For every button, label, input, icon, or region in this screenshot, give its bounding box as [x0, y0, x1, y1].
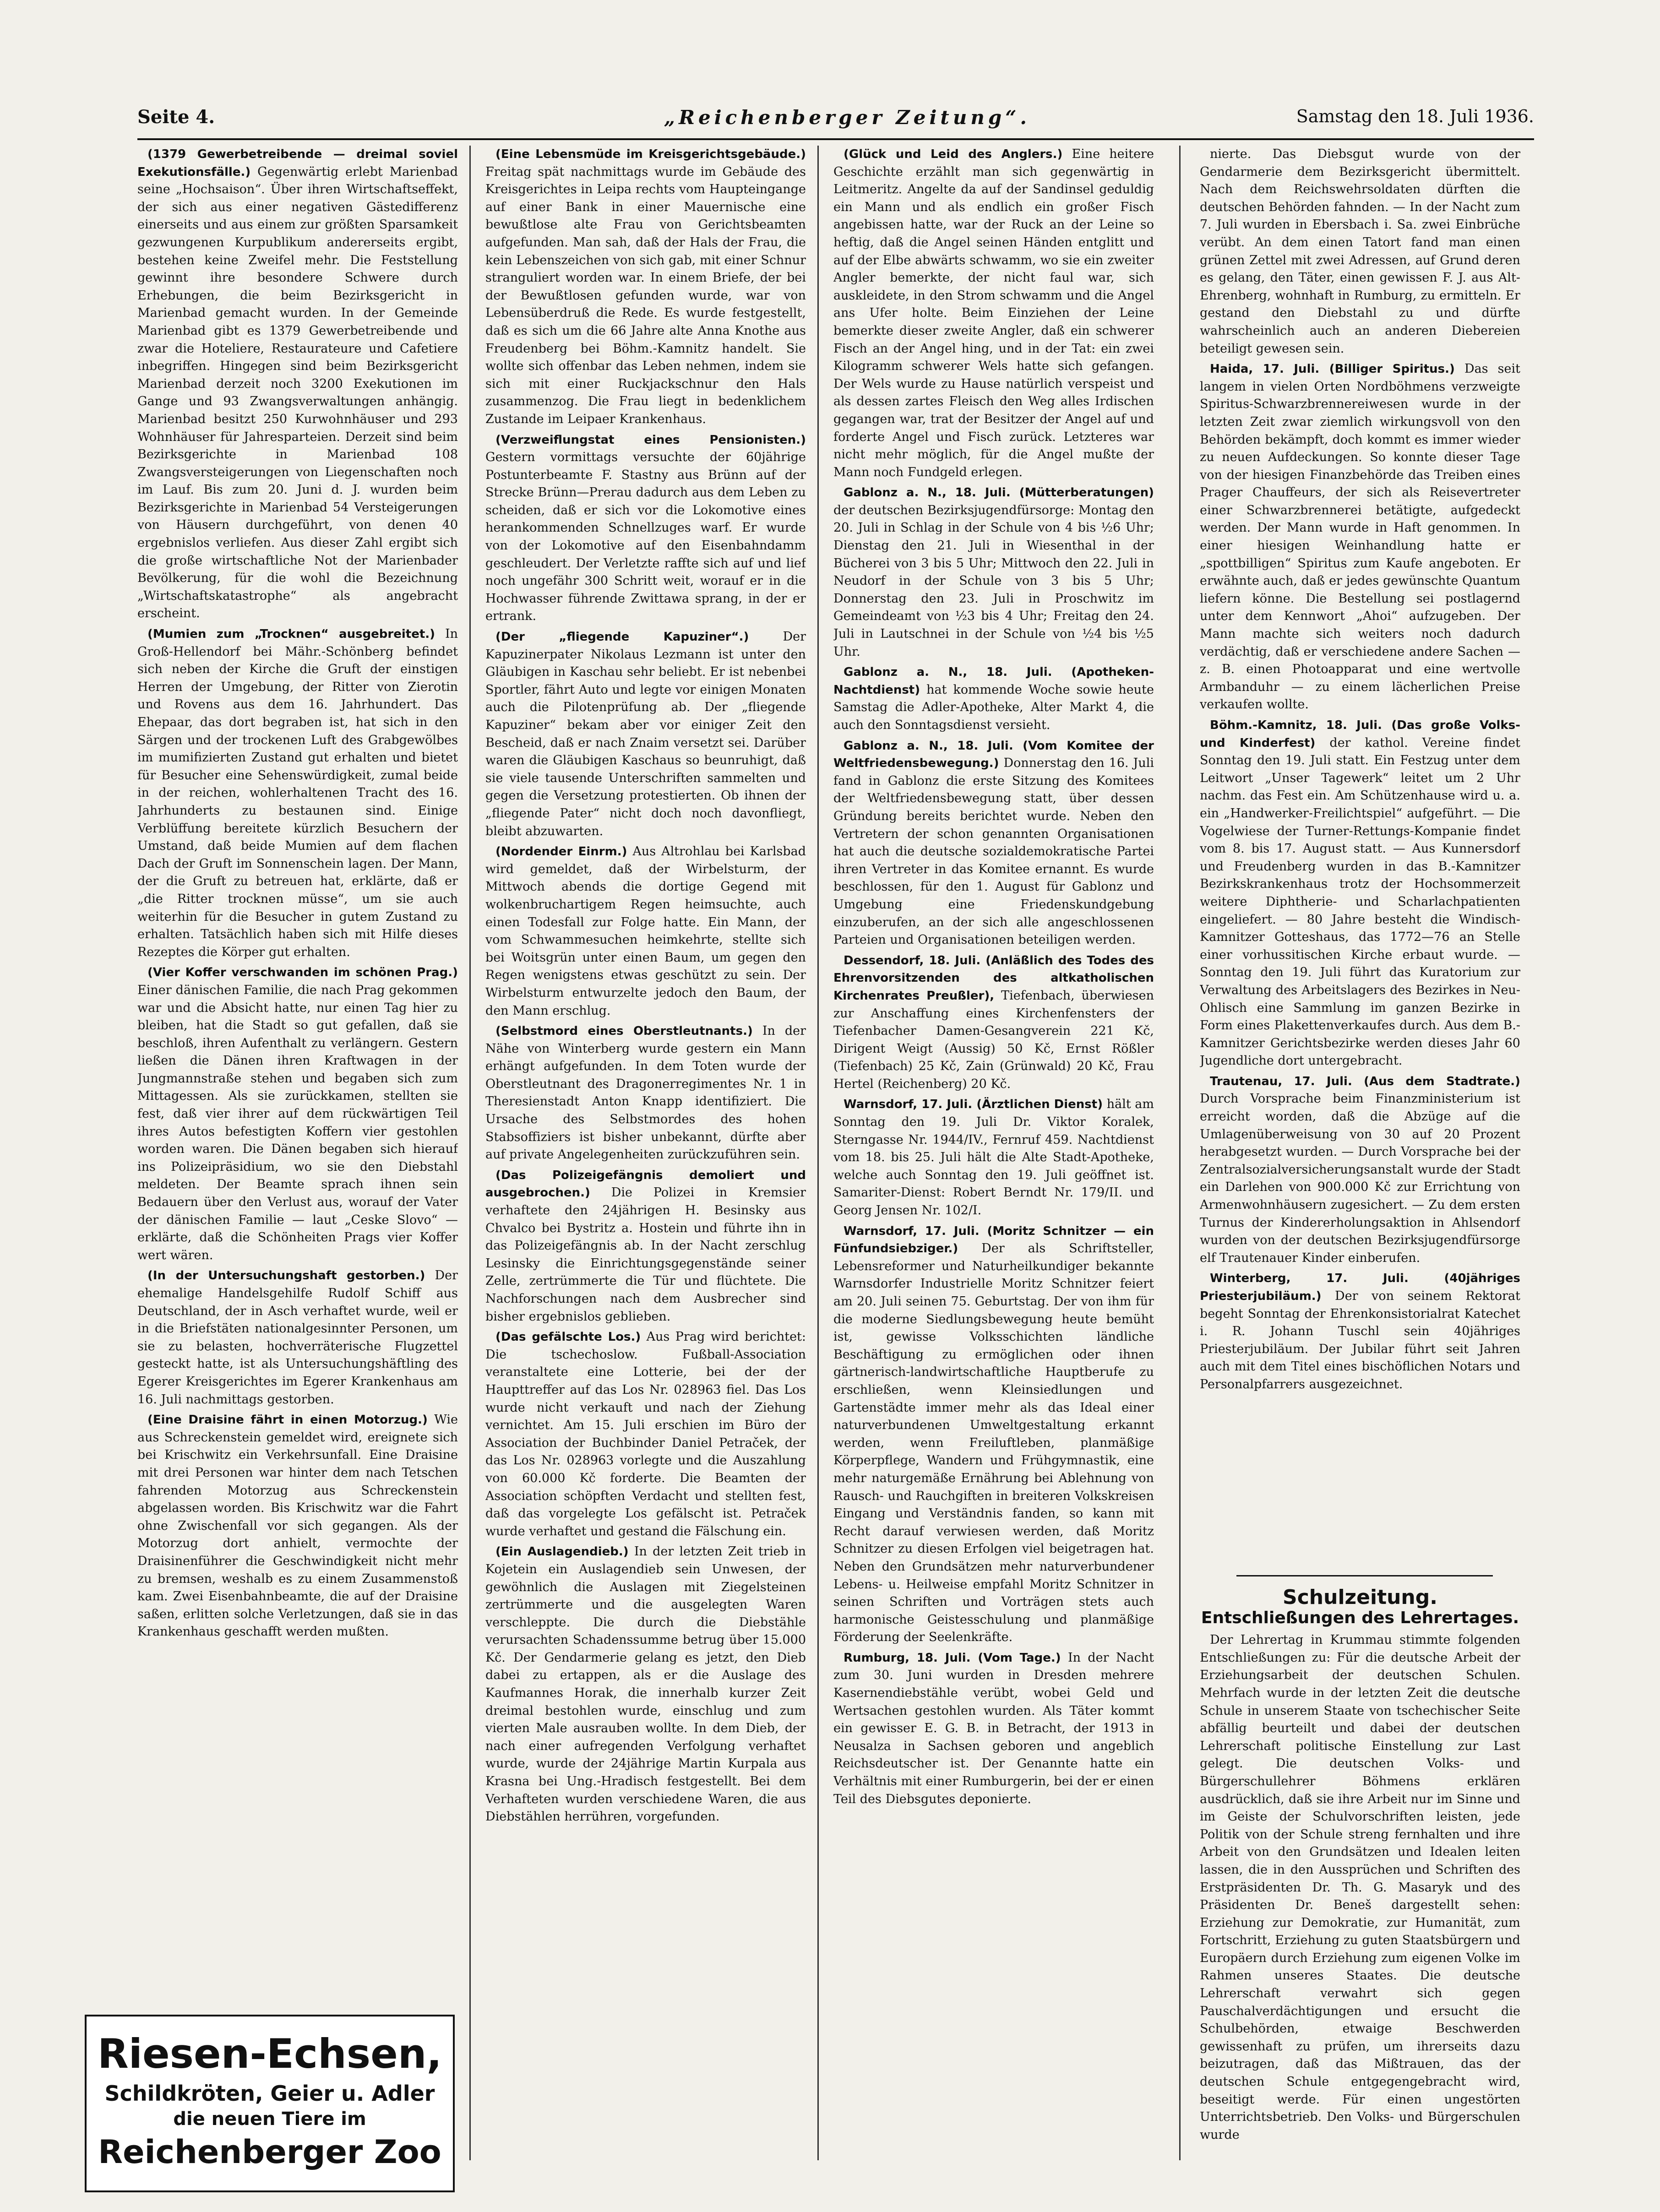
- article-headline: Trautenau, 17. Juli. (Aus dem Stadtrate.): [1210, 1074, 1520, 1088]
- article: [833, 1223, 1154, 1647]
- article-body: hat kommende Woche sowie heute Samstag die Adler-Apotheke, Alter Markt 4, die auch den Sonntagsdienst versieht.: [833, 682, 1154, 732]
- column-2: [485, 146, 806, 2197]
- article-headline: Haida, 17. Juli. (Billiger Spiritus.): [1210, 362, 1455, 376]
- article-headline: Warnsdorf, 17. Juli. (Moritz Schnitzer — ein Fünfundsiebziger.): [833, 1224, 1154, 1256]
- school-section: [1200, 1586, 1520, 2144]
- ad-line-2: Schildkröten, Geier u. Adler: [104, 2081, 435, 2106]
- article-headline: Gablonz a. N., 18. Juli. (Apotheken-Nachtdienst): [833, 665, 1154, 697]
- article: [833, 484, 1154, 661]
- article: [1200, 1073, 1520, 1267]
- article-headline: (Das gefälschte Los.): [495, 1330, 641, 1344]
- article-body: In Groß-Hellendorf bei Mähr.-Schönberg befindet sich neben der Kirche die Gruft der einstigen Herren der Umgebung, der Ritter von Zierotin und Rovens aus dem 16. Jahrhundert. Das Ehepaar, das dort begraben ist, hat sich in den Särgen und der trockenen Luft des Grabgewölbes im mumifizierten Zustand gut erhalten und bietet für Besucher eine Sehenswürdigkeit, zumal beide in der reichen, wohlerhaltenen Tracht des 16. Jahrhunderts zu bestaunen sind. Einige Verblüffung bereitete kürzlich Besuchern der Umstand, daß beide Mumien auf dem flachen Dach der Gruft im Sonnenschein lagen. Der Mann, der die Gruft zu betreuen hat, erklärte, daß er „die Ritter trocknen müsse“, um sie auch weiterhin für die Besucher in gutem Zustand zu erhalten. Tatsächlich haben sich mit Hilfe dieses Rezeptes die Körper gut erhalten.: [137, 627, 458, 959]
- school-section-subtitle: Entschließungen des Lehrertages.: [1201, 1608, 1519, 1627]
- article-body: Das seit langem in vielen Orten Nordböhmens verzweigte Spiritus-Schwarzbrennereiwesen wurde in der letzten Zeit zwar ziemlich wirkungsvoll von den Behörden bekämpft, doch kommt es immer wieder zu neuen Aufdeckungen. So konnte dieser Tage von der hiesigen Finanzbehörde das Treiben eines Prager Chauffeurs, der sich als Reisevertreter einer Schwarzbrennerei betätigte, aufgedeckt werden. Der Mann wurde in Haft genommen. In einer hiesigen Weinhandlung hatte er „spottbilligen“ Spiritus zum Kaufe angeboten. Er erwähnte auch, daß er jedes gewünschte Quantum liefern könne. Die Bestellung sei postlagernd unter dem Kennwort „Ahoi“ aufzugeben. Der Mann machte sich weiters noch dadurch verdächtig, daß er verschiedene andere Sachen — z. B. einen Photoapparat und eine wertvolle Armbanduhr — zu einem lächerlichen Preise verkaufen wollte.: [1200, 362, 1520, 712]
- article-body: nierte. Das Diebsgut wurde von der Gendarmerie dem Bezirksgericht übermittelt. Nach dem Reichswehrsoldaten dürften die deutschen Behörden fahnden. — In der Nacht zum 7. Juli wurden in Ebersbach i. Sa. zwei Einbrüche verübt. An dem einen Tatort fand man einen grünen Zettel mit zwei Adressen, auf Grund deren es gelang, den Täter, einen gewissen F. J. aus Alt-Ehrenberg, wohnhaft in Rumburg, zu ermitteln. Er gestand den Diebstahl zu und dürfte wahrscheinlich auch an anderen Diebereien beteiligt gewesen sein.: [1200, 147, 1520, 356]
- article-body: Tiefenbach, überwiesen zur Anschaffung eines Kirchenfensters der Tiefenbacher Damen-Gesangverein 221 Kč, Dirigent Weigt (Aussig) 50 Kč, Ernst Rößler (Tiefenbach) 25 Kč, Zain (Grünwald) 20 Kč, Frau Hertel (Reichenberg) 20 Kč.: [833, 988, 1154, 1091]
- article-headline: (Eine Draisine fährt in einen Motorzug.): [147, 1413, 428, 1427]
- article-headline: Winterberg, 17. Juli. (40jähriges Priesterjubiläum.): [1200, 1272, 1520, 1303]
- article-headline: Dessendorf, 18. Juli. (Anläßlich des Todes des Ehrenvorsitzenden des altkatholischen Kirchenrates Preußler),: [833, 953, 1154, 1003]
- article-body: Donnerstag den 16. Juli fand in Gablonz die erste Sitzung des Komitees der Weltfriedensbewegung statt, über dessen Gründung bereits berichtet wurde. Neben den Vertretern der schon genannten Organisationen hat auch die deutsche sozialdemokratische Partei ihren Vertreter in das Komitee ernannt. Es wurde beschlossen, für den 1. August für Gablonz und Umgebung eine Friedenskundgebung einzuberufen, an der sich alle angeschlossenen Parteien und Organisationen beteiligen werden.: [833, 756, 1154, 947]
- article-body: In der Nacht zum 30. Juni wurden in Dresden mehrere Kasernendiebstähle verübt, wobei Geld und Wertsachen gestohlen wurden. Als Täter kommt ein gewisser E. G. B. in Betracht, der 1913 in Neusalza in Sachsen geboren und angeblich Reichsdeutscher ist. Der Genannte hatte ein Verhältnis mit einer Rumburgerin, bei der er einen Teil des Diebsgutes deponierte.: [833, 1650, 1154, 1806]
- article-headline: (Der „fliegende Kapuziner“.): [495, 630, 749, 644]
- issue-date: Samstag den 18. Juli 1936.: [1296, 106, 1534, 126]
- column-3: [833, 146, 1154, 2197]
- school-section-body: Der Lehrertag in Krummau stimmte folgenden Entschließungen zu: Für die deutsche Arbeit der Erziehungsarbeit der deutschen Schulen. Mehrfach wurde in der letzten Zeit die deutsche Schule in unserem Staate von tschechischer Seite abfällig beurteilt und dabei der deutschen Lehrerschaft politische Einstellung zur Last gelegt. Die deutschen Volks- und Bürgerschullehrer Böhmens erklären ausdrücklich, daß sie ihre Arbeit nur im Sinne und im Geiste der Schulvorschriften leisten, jede Politik von der Schule streng fernhalten und ihre Arbeit von den Grundsätzen und Idealen leiten lassen, die in den Aussprüchen und Schriften des Erstpräsidenten Dr. Th. G. Masaryk und des Präsidenten Dr. Beneš dargestellt sehen: Erziehung zur Demokratie, zur Humanität, zum Fortschritt, Erziehung zu guten Staatsbürgern und Europäern durch Erziehung zum eigenen Volke im Rahmen unseres Staates. Die deutsche Lehrerschaft verwahrt sich gegen Pauschalverdächtigungen und ersucht die Schulbehörden, etwaige Beschwerden gewissenhaft zu prüfen, um ihrerseits dazu beizutragen, daß das Mißtrauen, das der deutschen Schule entgegengebracht wird, beseitigt werde. Für einen ungestörten Unterrichtsbetrieb. Den Volks- und Bürgerschulen wurde: [1200, 1633, 1520, 2142]
- article-headline: (Glück und Leid des Anglers.): [844, 147, 1063, 161]
- article-body: Wie aus Schreckenstein gemeldet wird, ereignete sich bei Krischwitz ein Verkehrsunfall. Eine Draisine mit drei Personen war hinter dem nach Tetschen fahrenden Motorzug aus Schreckenstein abgelassen worden. Bis Krischwitz war die Fahrt ohne Zwischenfall vor sich gegangen. Als der Motorzug dort anhielt, vermochte der Draisinenführer die Geschwindigkeit nicht mehr zu bremsen, weshalb es zu einem Zusammenstoß kam. Zwei Eisenbahnbeamte, die auf der Draisine saßen, erlitten solche Verletzungen, daß sie in das Krankenhaus geschafft werden mußten.: [137, 1413, 458, 1639]
- section-rule: [1236, 1575, 1493, 1576]
- article-headline: (Selbstmord eines Oberstleutnants.): [495, 1024, 753, 1038]
- article-headline: (Verzweiflungstat eines Pensionisten.): [495, 433, 806, 447]
- article: [833, 1096, 1154, 1219]
- article: [485, 1543, 806, 1826]
- column-divider: [817, 146, 819, 2160]
- article-body: Durch Vorsprache beim Finanzministerium ist erreicht worden, daß die Abzüge auf die Umlagenüberweisung von 30 auf 20 Prozent herabgesetzt wurden. — Durch Vorsprache bei der Zentralsozialversicherungsanstalt wurde der Stadt ein Darlehen von 900.000 Kč zur Errichtung von Armenwohnhäusern zugesichert. — Zu dem ersten Turnus der Kindererholungsaktion in Ahlsendorf wurden von der deutschen Bezirksjugendfürsorge elf Trautenauer Kinder einberufen.: [1200, 1092, 1520, 1265]
- article: [833, 663, 1154, 734]
- article-headline: (Nordender Einrm.): [495, 845, 627, 859]
- article: [1200, 146, 1520, 358]
- column-4: [1200, 146, 1520, 1547]
- article-body: Der Kapuzinerpater Nikolaus Lezmann ist unter den Gläubigen in Kaschau sehr beliebt. Er ist nebenbei Sportler, fährt Auto und legte vor einigen Monaten auch die Pilotenprüfung ab. Der „fliegende Kapuziner“ bekam aber vor einiger Zeit den Bescheid, daß er nach Znaim versetzt sei. Darüber waren die Gläubigen Kaschaus so beunruhigt, daß sie viele tausende Unterschriften sammelten und gegen die Versetzung protestierten. Ob ihnen der „fliegende Pater“ nicht doch noch davonfliegt, bleibt abzuwarten.: [485, 630, 806, 838]
- article-headline: Rumburg, 18. Juli. (Vom Tage.): [844, 1651, 1061, 1665]
- article: [137, 1411, 458, 1641]
- newspaper-title: „Reichenberger Zeitung“.: [664, 106, 1031, 129]
- article-headline: (Eine Lebensmüde im Kreisgerichtsgebäude.): [495, 147, 806, 161]
- column-divider: [1179, 146, 1181, 2160]
- article: [485, 1022, 806, 1164]
- article: [137, 146, 458, 623]
- article: [485, 1328, 806, 1540]
- article: [485, 1167, 806, 1326]
- article: [137, 1267, 458, 1408]
- zoo-advertisement: [85, 2015, 455, 2192]
- ad-line-1: Riesen-Echsen,: [98, 2030, 442, 2077]
- article-headline: Böhm.-Kamnitz, 18. Juli. (Das große Volks- und Kinderfest): [1200, 718, 1520, 750]
- article-body: Der ehemalige Handelsgehilfe Rudolf Schiff aus Deutschland, der in Asch verhaftet wurde, weil er in die Briefstäten nationalgesinnter Personen, um sie zu belasten, hochverräterische Flugzettel gesteckt hatte, ist als Untersuchungshäftling des Egerer Kreisgerichtes im Egerer Krankenhaus am 16. Juli nachmittags gestorben.: [137, 1268, 458, 1407]
- article-headline: (Mumien zum „Trocknen“ ausgebreitet.): [147, 627, 435, 641]
- article-headline: (Vier Koffer verschwanden im schönen Prag.): [147, 966, 458, 980]
- page-number: Seite 4.: [137, 106, 215, 128]
- article-headline: (Ein Auslagendieb.): [495, 1545, 629, 1559]
- article-headline: (In der Untersuchungshaft gestorben.): [147, 1269, 425, 1283]
- article-body: Eine heitere Geschichte erzählt man sich gegenwärtig in Leitmeritz. Angelte da auf der Sandinsel geduldig ein Mann und als endlich ein großer Fisch angebissen hatte, war der Ruck an der Leine so heftig, daß die Angel seinen Händen entglitt und auf der Elbe abwärts schwamm, wo sie ein zweiter Angler bemerkte, der nicht faul war, sich auskleidete, in den Strom schwamm und die Angel ans Ufer holte. Beim Einziehen der Leine bemerkte dieser zweite Angler, daß ein schwerer Fisch an der Angel hing, und in der Tat: ein zwei Kilogramm schwerer Wels hatte sich gefangen. Der Wels wurde zu Hause natürlich verspeist und als dessen zartes Fleisch den Weg alles Irdischen gegangen war, trat der Besitzer der Angel auf und forderte Angel und Fisch zurück. Letzteres war nicht mehr möglich, für die Angel mußte der Mann noch Fundgeld erlegen.: [833, 147, 1154, 479]
- article-headline: Warnsdorf, 17. Juli. (Ärztlichen Dienst): [844, 1098, 1103, 1112]
- article: [137, 625, 458, 961]
- article-body: In der Nähe von Winterberg wurde gestern ein Mann erhängt aufgefunden. In dem Toten wurde der Oberstleutnant des Dragonerregimentes Nr. 1 in Theresienstadt Anton Knapp identifiziert. Die Ursache des Selbstmordes des hohen Stabsoffiziers ist bisher unbekannt, dürfte aber auf private Angelegenheiten zurückzuführen sein.: [485, 1024, 806, 1162]
- article-body: der deutschen Bezirksjugendfürsorge: Montag den 20. Juli in Schlag in der Schule von 4 bis ½6 Uhr; Dienstag den 21. Juli in Wiesenthal in der Bücherei von 3 bis 5 Uhr; Mittwoch den 22. Juli in Neudorf in der Schule von 3 bis 5 Uhr; Donnerstag den 23. Juli in Proschwitz im Gemeindeamt von ½3 bis 4 Uhr; Freitag den 24. Juli in Lautschnei in der Schule von ½4 bis ½5 Uhr.: [833, 503, 1154, 659]
- header-rule: [137, 138, 1534, 140]
- article: [833, 146, 1154, 481]
- article: [485, 843, 806, 1020]
- article: [485, 628, 806, 840]
- article: [833, 1649, 1154, 1808]
- article-body: Der als Schriftsteller, Lebensreformer und Naturheilkundiger bekannte Warnsdorfer Industrielle Moritz Schnitzer feiert am 20. Juli seinen 75. Geburtstag. Der von ihm für die moderne Siedlungsbewegung heute bemüht ist, gewisse Volksschichten ländliche Beschäftigung zu ermöglichen oder ihnen gärtnerisch-landwirtschaftliche Hauptberufe zu erschließen, wenn Kleinsiedlungen und Gartenstädte immer mehr als das Ideal einer naturverbundenen Umweltgestaltung erkannt werden, wenn Freiluftleben, planmäßige Körperpflege, Wandern und Frühgymnastik, eine mehr naturgemäße Ernährung bei Ablehnung von Rausch- und Rauchgiften in breiteren Volkskreisen Eingang und Verständnis fanden, so kann mit Recht darauf verwiesen werden, daß Moritz Schnitzer zu diesen Erfolgen viel beigetragen hat. Neben den Grundsätzen mehr naturverbundener Lebens- u. Heilweise empfahl Moritz Schnitzer in seinen Schriften und Vorträgen stets auch harmonische Geistesschulung und planmäßige Förderung der Seelenkräfte.: [833, 1241, 1154, 1645]
- article: [137, 964, 458, 1264]
- article-headline: Gablonz a. N., 18. Juli. (Vom Komitee der Weltfriedensbewegung.): [833, 739, 1154, 771]
- article-body: Gegenwärtig erlebt Marienbad seine „Hochsaison“. Über ihren Wirtschaftseffekt, der sich aus einer negativen Gästedifferenz einerseits und aus einem zur größten Sparsamkeit gezwungenen Kurpublikum andererseits ergibt, bestehen keine Zweifel mehr. Die Feststellung gewinnt ihre besondere Schwere durch Erhebungen, die beim Bezirksgericht in Marienbad gemacht wurden. In der Gemeinde Marienbad gibt es 1379 Gewerbetreibende und zwar die Hoteliere, Restaurateure und Cafetiere inbegriffen. Hingegen sind beim Bezirksgericht Marienbad derzeit noch 3200 Exekutionen im Gange und 93 Zwangsverwaltungen anhängig. Marienbad besitzt 250 Kurwohnhäuser und 293 Wohnhäuser für Jahresparteien. Derzeit sind beim Bezirksgerichte in Marienbad 108 Zwangsversteigerungen von Liegenschaften noch im Lauf. Bis zum 20. Juni d. J. wurden beim Bezirksgerichte in Marienbad 54 Versteigerungen von Häusern durchgeführt, von denen 40 ergebnislos verliefen. Aus dieser Zahl ergibt sich die große wirtschaftliche Not der Marienbader Bevölkerung, für die wohl die Bezeichnung „Wirtschaftskatastrophe“ als angebracht erscheint.: [137, 164, 458, 621]
- article-body: Aus Prag wird berichtet: Die tschechoslow. Fußball-Association veranstaltete eine Lotterie, bei der der Haupttreffer auf das Los Nr. 028963 fiel. Das Los wurde nicht verkauft und nach der Ziehung vernichtet. Am 15. Juli erschien im Büro der Association der Buchbinder Daniel Petraček, der das Los Nr. 028963 vorlegte und die Auszahlung von 60.000 Kč forderte. Die Beamten der Association schöpften Verdacht und stellten fest, daß das vorgelegte Los gefälscht ist. Petraček wurde verhaftet und gestand die Fälschung ein.: [485, 1330, 806, 1538]
- article-body: der kathol. Vereine findet Sonntag den 19. Juli statt. Ein Festzug unter dem Leitwort „Unser Tagewerk“ leitet um 2 Uhr nachm. das Fest ein. Am Schützenhause wird u. a. ein „Handwerker-Freilichtspiel“ aufgeführt. — Die Vogelwiese der Turner-Rettungs-Kompanie findet vom 8. bis 17. August statt. — Aus Kunnersdorf und Freudenberg wurden in das B.-Kamnitzer Bezirkskrankenhaus trotz der Hochsommerzeit weitere Diphtherie- und Scharlachpatienten eingeliefert. — 80 Jahre besteht die Windisch-Kamnitzer Gotteshaus, das 1772—76 an Stelle einer vorhussitischen Kirche erbaut wurde. — Sonntag den 19. Juli führt das Kuratorium zur Verwaltung des Arbeitslagers des Bezirkes in Neu-Ohlisch eine Sammlung im ganzen Bezirke in Form eines Plakettenverkaufes durch. Aus dem B.-Kamnitzer Gerichtsbezirke werden dieses Jahr 60 Jugendliche dort untergebracht.: [1200, 735, 1520, 1068]
- article: [485, 146, 806, 429]
- article-headline: (1379 Gewerbetreibende — dreimal soviel Exekutionsfälle.): [137, 147, 458, 179]
- article-body: Die Polizei in Kremsier verhaftete den 24jährigen H. Besinsky aus Chvalco bei Bystritz a. Hostein und führte ihn in das Polizeigefängnis ab. In der Nacht zerschlug Lesinsky die Einrichtungsgegenstände seiner Zelle, zertrümmerte die Tür und flüchtete. Die Nachforschungen nach dem Ausbrecher sind bisher ergebnislos geblieben.: [485, 1185, 806, 1324]
- school-section-title: Schulzeitung.: [1283, 1586, 1437, 1609]
- article: [833, 952, 1154, 1093]
- column-divider: [469, 146, 471, 2160]
- article-body: Der von seinem Rektorat begeht Sonntag der Ehrenkonsistorialrat Katechet i. R. Johann Tuschl sein 40jähriges Priesterjubiläum. Der Jubilar führt seit Jahren auch mit dem Titel eines bischöflichen Notars und Personalpfarrers ausgezeichnet.: [1200, 1289, 1520, 1391]
- ad-line-3: die neuen Tiere im: [173, 2109, 366, 2130]
- ad-line-4: Reichenberger Zoo: [98, 2133, 441, 2171]
- article-body: Einer dänischen Familie, die nach Prag gekommen war und die Absicht hatte, nur einen Tag hier zu bleiben, hat die Stadt so gut gefallen, daß sie beschloß, ihren Aufenthalt zu verlängern. Gestern ließen die Dänen ihren Kraftwagen in der Jungmannstraße stehen und begaben sich zum Mittagessen. Als sie zurückkamen, stellten sie fest, daß vier ihrer auf dem rückwärtigen Teil ihres Autos befestigten Koffern vier gestohlen worden waren. Die Dänen begaben sich hierauf ins Polizeipräsidium, wo sie den Diebstahl meldeten. Der Beamte sprach ihnen sein Bedauern über den Verlust aus, worauf der Vater der dänischen Familie — laut „Ceske Slovo“ — erklärte, daß die Schönheiten Prags vier Koffer wert wären.: [137, 983, 458, 1262]
- article-body: hält am Sonntag den 19. Juli Dr. Viktor Koralek, Sterngasse Nr. 1944/IV., Fernruf 459. Nachtdienst vom 18. bis 25. Juli hält die Alte Stadt-Apotheke, welche auch Sonntag den 19. Juli geöffnet ist. Samariter-Dienst: Robert Berndt Nr. 179/II. und Georg Jensen Nr. 102/I.: [833, 1097, 1154, 1218]
- article-body: Gestern vormittags versuchte der 60jährige Postunterbeamte F. Stastny aus Brünn auf der Strecke Brünn—Prerau dadurch aus dem Leben zu scheiden, daß er sich vor die Lokomotive eines herankommenden Schnellzuges warf. Er wurde von der Lokomotive auf den Eisenbahndamm geschleudert. Der Verletzte raffte sich auf und lief noch ungefähr 300 Schritt weit, worauf er in die Hochwasser führende Zwittawa sprang, in der er ertrank.: [485, 450, 806, 624]
- article-headline: Gablonz a. N., 18. Juli. (Mütterberatungen): [844, 486, 1154, 500]
- article-body: In der letzten Zeit trieb in Kojetein ein Auslagendieb sein Unwesen, der gewöhnlich die Auslagen mit Ziegelsteinen zertrümmerte und die ausgelegten Waren verschleppte. Die durch die Diebstähle verursachten Schadenssumme betrug über 15.000 Kč. Der Gendarmerie gelang es jetzt, den Dieb dabei zu ertappen, als er die Auslage des Kaufmannes Horak, die innerhalb kurzer Zeit dreimal bestohlen wurde, einschlug und zum vierten Male ausrauben wollte. In dem Dieb, der nach einer aufregenden Verfolgung verhaftet wurde, wurde der 24jährige Martin Kurpala aus Krasna bei Ung.-Hradisch festgestellt. Bei dem Verhafteten wurden verschiedene Waren, die aus Diebstählen herrühren, vorgefunden.: [485, 1544, 806, 1824]
- article: [833, 737, 1154, 949]
- article-headline: (Das Polizeigefängnis demoliert und ausgebrochen.): [485, 1168, 806, 1200]
- article: [1200, 1270, 1520, 1393]
- article: [1200, 717, 1520, 1070]
- article-body: Aus Altrohlau bei Karlsbad wird gemeldet, daß der Wirbelsturm, der Mittwoch abends die dortige Gegend mit wolkenbruchartigem Regen heimsuchte, auch einen Todesfall zur Folge hatte. Ein Mann, der vom Schwammesuchen heimkehrte, stellte sich bei Woitsgrün unter einen Baum, um gegen den Regen wenigstens etwas geschützt zu sein. Der Wirbelsturm entwurzelte jedoch den Baum, der den Mann erschlug.: [485, 844, 806, 1018]
- article: [485, 431, 806, 626]
- article-body: Freitag spät nachmittags wurde im Gebäude des Kreisgerichtes in Leipa rechts vom Haupteingange auf einer Bank in einer Mauernische eine bewußtlose alte Frau von Gerichtsbeamten aufgefunden. Man sah, daß der Hals der Frau, die kein Lebenszeichen von sich gab, mit einer Schnur stranguliert worden war. In einem Briefe, der bei der Bewußtlosen gefunden wurde, war von Lebensüberdruß die Rede. Es wurde festgestellt, daß es sich um die 66 Jahre alte Anna Knothe aus Freudenberg bei Böhm.-Kamnitz handelt. Sie wollte sich offenbar das Leben nehmen, indem sie sich mit einer Ruckjackschnur den Hals zusammenzog. Die Frau liegt in bedenklichem Zustande im Leipaer Krankenhaus.: [485, 164, 806, 426]
- article: [1200, 360, 1520, 714]
- page-header: [137, 106, 1534, 134]
- column-1: [137, 146, 458, 1922]
